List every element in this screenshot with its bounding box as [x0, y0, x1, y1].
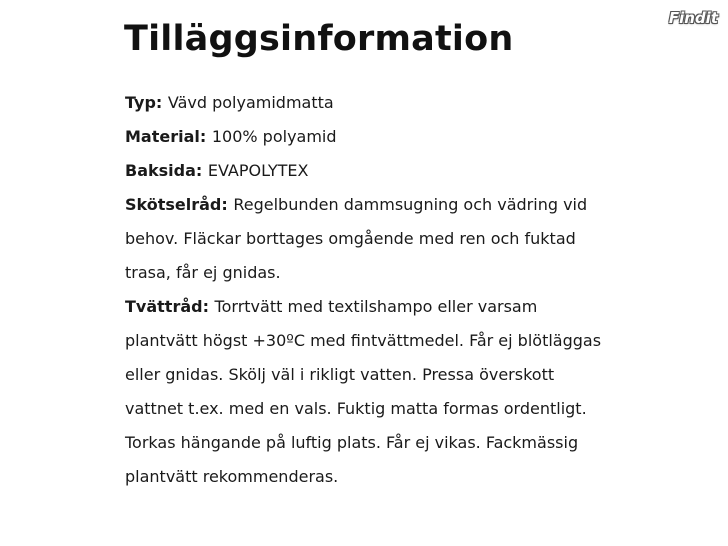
info-label-type: Typ:: [125, 93, 168, 112]
info-row-washing: [125, 290, 615, 494]
info-value-washing: Torrtvätt med textilshampo eller varsam plantvätt högst +30ºC med fintvättmedel. Får ej blötläggas eller gnidas. Skölj väl i rikligt vatten. Pressa överskott vattnet t.ex. med en vals. Fuktig matta formas ordentligt. Torkas hängande på luftig plats. Får ej vikas. Fackmässig plantvätt rekommenderas.: [125, 297, 602, 486]
info-label-backing: Baksida:: [125, 161, 208, 180]
info-row-backing: [125, 154, 615, 188]
info-value-care: Regelbunden dammsugning och vädring vid behov. Fläckar borttages omgående med ren och fuktad trasa, får ej gnidas.: [125, 195, 588, 282]
info-value-material: 100% polyamid: [211, 127, 337, 146]
info-value-backing: EVAPOLYTEX: [207, 161, 309, 180]
info-row-care: [125, 188, 615, 290]
findit-watermark-logo: Findit: [668, 9, 718, 27]
page-title: Tilläggsinformation: [124, 19, 514, 59]
info-label-care: Skötselråd:: [125, 195, 234, 214]
info-list: [125, 86, 615, 494]
info-value-type: Vävd polyamidmatta: [167, 93, 334, 112]
info-label-material: Material:: [125, 127, 212, 146]
info-label-washing: Tvättråd:: [125, 297, 215, 316]
info-row-material: [125, 120, 615, 154]
info-row-type: [125, 86, 615, 120]
